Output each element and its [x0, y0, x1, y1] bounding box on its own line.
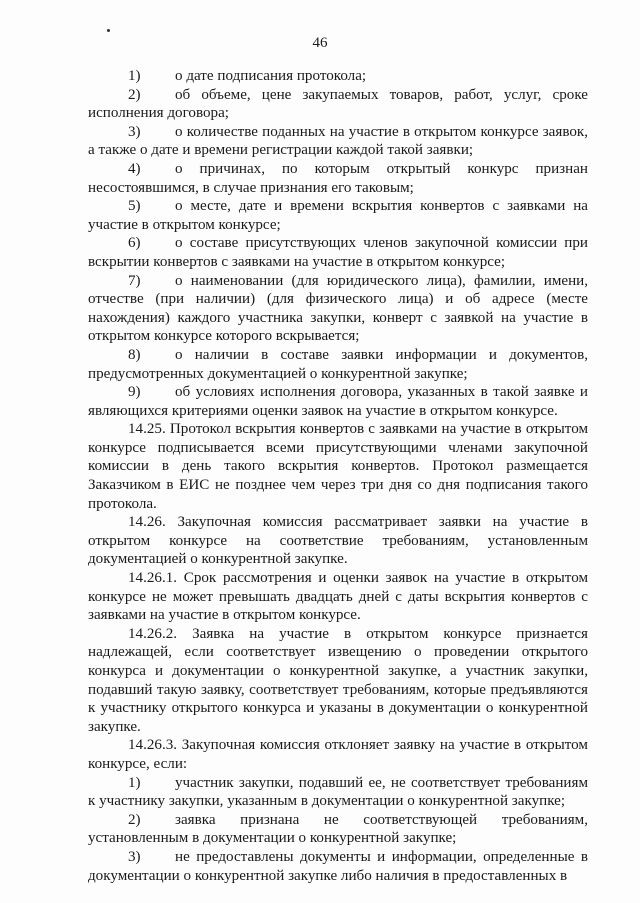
list-item-text: о наличии в составе заявки информации и документов, предусмотренных документацией о конкурентной закупке;	[88, 346, 588, 382]
list-item-text: о составе присутствующих членов закупочной комиссии при вскрытии конвертов с заявками на участие в открытом конкурсе;	[88, 235, 588, 270]
list-item-number: 9)	[128, 384, 141, 401]
list-item-number: 3)	[128, 848, 141, 865]
paragraph: 14.26.3. Закупочная комиссия отклоняет заявку на участие в открытом конкурсе, если:	[88, 737, 588, 772]
list-item-number: 1)	[128, 774, 141, 791]
list-item-number: 6)	[128, 235, 141, 252]
paragraph: 14.26.2. Заявка на участие в открытом конкурсе признается надлежащей, если соответствует извещению о проведении открытого конкурса и документации о конкурентной закупке, а участник закупки, подавший такую заявку, соответствует требованиям, которые предъявляются к участнику открытого конкурса и указаны в документации о конкурентной закупке.	[88, 625, 588, 735]
list-item-text: не предоставлены документы и информации, определенные в документации о конкурентной закупке либо наличия в предоставленных в	[88, 848, 588, 884]
list-item-text: о количестве поданных на участие в открытом конкурсе заявок, а также о дате и времени регистрации каждой такой заявки;	[88, 123, 588, 159]
list-item-text: о месте, дате и времени вскрытия конвертов с заявками на участие в открытом конкурсе;	[88, 198, 588, 233]
list-item	[88, 383, 588, 420]
list-item	[88, 346, 588, 383]
list-item-text: об условиях исполнения договора, указанных в такой заявке и являющихся критериями оценки заявок на участие в открытом конкурсе.	[88, 384, 588, 419]
list-item-text: о дате подписания протокола;	[175, 68, 367, 84]
list-item-number: 2)	[128, 86, 141, 103]
list-item-number: 2)	[128, 811, 141, 828]
paragraphs	[88, 420, 588, 773]
list-item	[88, 774, 588, 811]
list-item-number: 8)	[128, 346, 141, 363]
list-item-text: о наименовании (для юридического лица), фамилии, имени, отчестве (при наличии) (для физического лица) и об адресе (месте нахождения) каждого участника закупки, конверт с заявкой на участие в открытом конкурсе которого вскрывается;	[88, 272, 588, 345]
paragraph: 14.26.1. Срок рассмотрения и оценки заявок на участие в открытом конкурсе не может превышать двадцать дней с даты вскрытия конвертов с заявками на участие в открытом конкурсе.	[88, 570, 588, 624]
scan-speck	[107, 29, 110, 32]
list-item-number: 7)	[128, 272, 141, 289]
list-item	[88, 272, 588, 346]
list-item-number: 4)	[128, 160, 141, 177]
list-item	[88, 67, 588, 86]
list-item	[88, 197, 588, 234]
paragraph: 14.25. Протокол вскрытия конвертов с заявками на участие в открытом конкурсе подписывается всеми присутствующими членами закупочной комиссии в день такого вскрытия конвертов. Протокол размещается Заказчиком в ЕИС не позднее чем через три дня со дня подписания такого протокола.	[88, 421, 588, 512]
list-item-text: заявка признана не соответствующей требованиям, установленным в документации о конкурентной закупке;	[88, 811, 588, 847]
list-item-text: участник закупки, подавший ее, не соответствует требованиям к участнику закупки, указанным в документации о конкурентной закупке;	[88, 774, 588, 810]
list-item	[88, 234, 588, 271]
list-item	[88, 86, 588, 123]
list-item	[88, 811, 588, 848]
page-number: 46	[312, 35, 328, 51]
list-item-text: о причинах, по которым открытый конкурс признан несостоявшимся, в случае признания его таковым;	[88, 160, 588, 196]
list-item-number: 5)	[128, 198, 141, 215]
document-body	[88, 67, 588, 885]
list-item-text: об объеме, цене закупаемых товаров, работ, услуг, сроке исполнения договора;	[88, 86, 588, 122]
list-item	[88, 160, 588, 197]
list-item-number: 3)	[128, 123, 141, 140]
list-item	[88, 848, 588, 885]
list-item-number: 1)	[128, 68, 141, 84]
rejection-reasons-list	[88, 774, 588, 886]
protocol-items-list	[88, 67, 588, 420]
list-item	[88, 123, 588, 160]
paragraph: 14.26. Закупочная комиссия рассматривает заявки на участие в открытом конкурсе на соответствие требованиям, установленным документацией о конкурентной закупке.	[88, 514, 588, 568]
